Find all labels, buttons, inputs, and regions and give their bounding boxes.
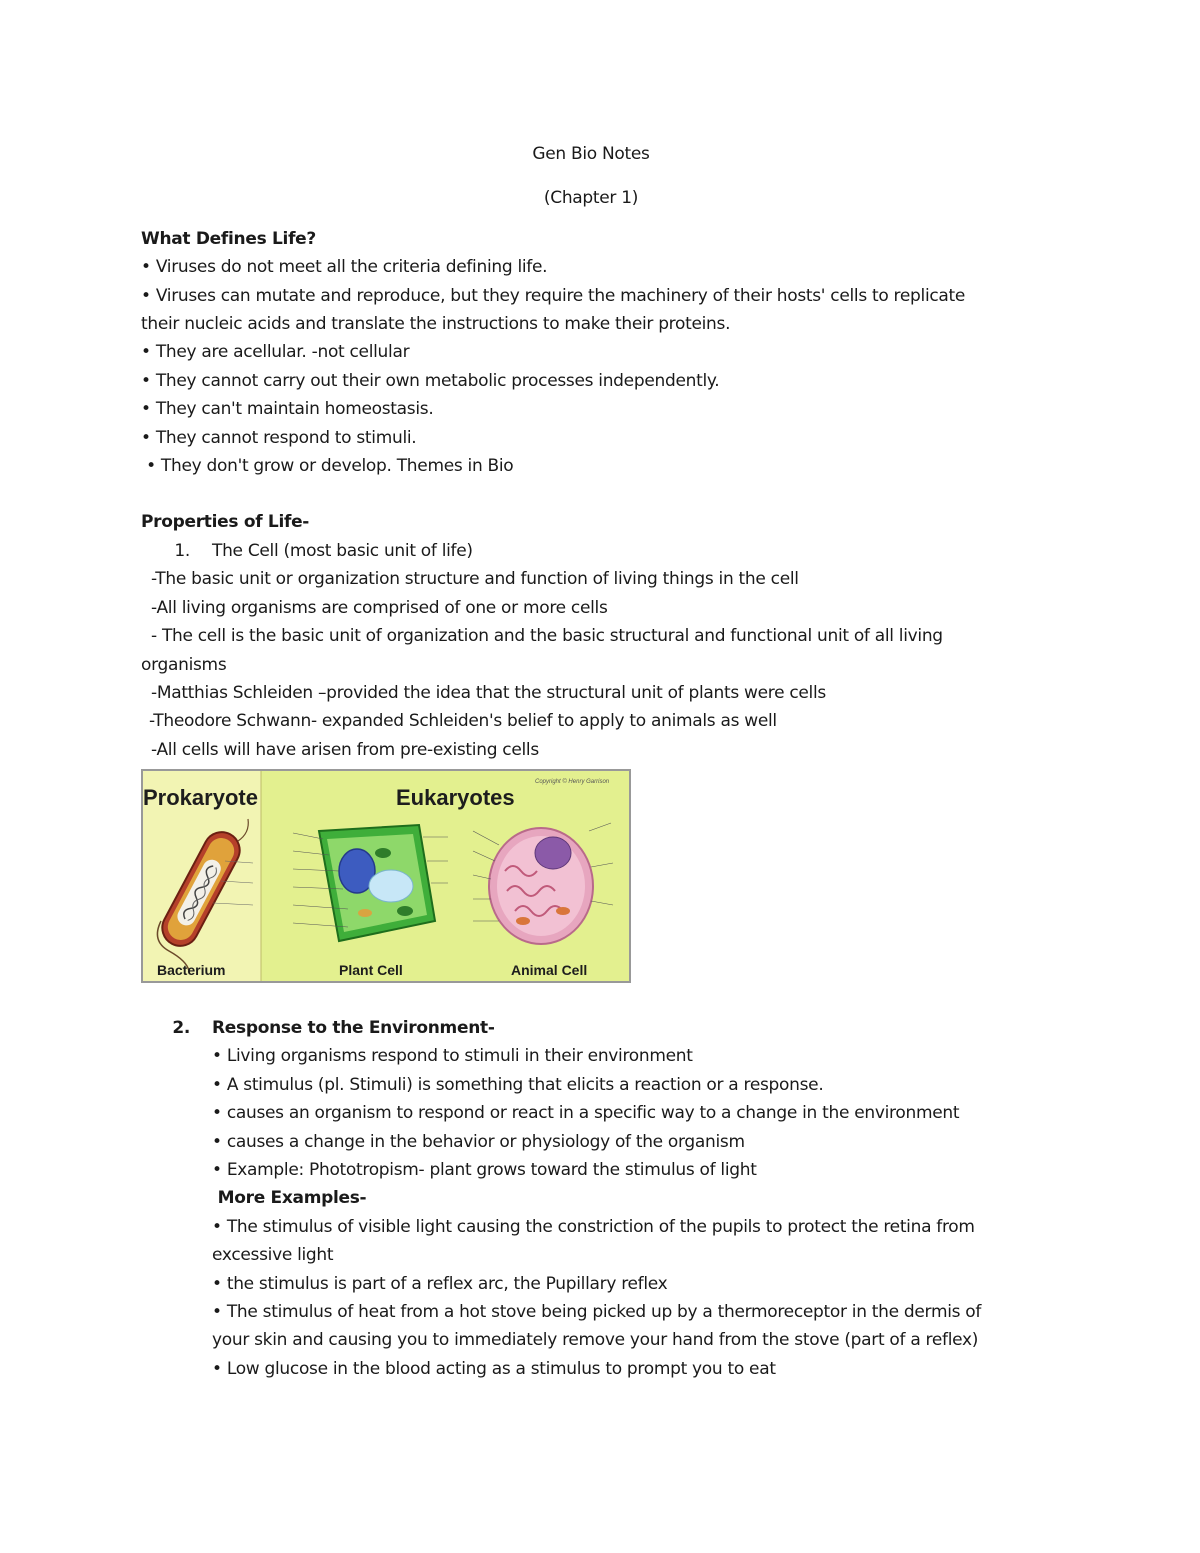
list-item: -Matthias Schleiden –provided the idea that the structural unit of plants were cells [151, 682, 826, 703]
list-item: • They don't grow or develop. Themes in Bio [141, 456, 514, 477]
section1-bullets [141, 253, 1041, 480]
list-item: • They are acellular. -not cellular [141, 342, 410, 363]
item-title: Response to the Environment- [212, 1018, 495, 1038]
list-item: • The stimulus of heat from a hot stove being picked up by a thermoreceptor in the dermis of [212, 1302, 982, 1323]
list-item: -All cells will have arisen from pre-existing cells [151, 739, 539, 760]
list-item: • the stimulus is part of a reflex arc, the Pupillary reflex [212, 1273, 668, 1294]
item1-lines [141, 565, 1041, 650]
heading-what-defines-life: What Defines Life? [141, 228, 316, 249]
copyright-note: Copyright © Henry Garrison [535, 779, 610, 785]
prokaryote-title: Prokaryote [143, 785, 258, 810]
list-item: • Living organisms respond to stimuli in their environment [212, 1046, 693, 1067]
section-response-environment [141, 1014, 1041, 1383]
numbered-item-2 [141, 1014, 1041, 1042]
cell-types-figure [141, 769, 631, 983]
list-item: • Viruses do not meet all the criteria defining life. [141, 257, 548, 278]
document-body [141, 140, 1041, 764]
list-item: • The stimulus of visible light causing the constriction of the pupils to protect the retina from [212, 1216, 975, 1237]
item-title: The Cell (most basic unit of life) [212, 540, 473, 561]
bacterium-label: Bacterium [157, 962, 226, 978]
heading-properties-of-life: Properties of Life- [141, 512, 310, 533]
list-item: • They cannot carry out their own metabolic processes independently. [141, 370, 720, 391]
list-item: • A stimulus (pl. Stimuli) is something that elicits a reaction or a response. [212, 1074, 824, 1095]
list-item: excessive light [212, 1245, 334, 1266]
animal-cell-label: Animal Cell [511, 962, 588, 978]
list-item: -Theodore Schwann- expanded Schleiden's belief to apply to animals as well [149, 711, 777, 732]
item-number: 1. [174, 540, 190, 561]
list-item: • Low glucose in the blood acting as a stimulus to prompt you to eat [212, 1358, 776, 1379]
more-examples-heading: More Examples- [212, 1188, 367, 1209]
list-item: • They can't maintain homeostasis. [141, 399, 434, 420]
item2-lines [141, 1042, 1041, 1383]
list-item: • Viruses can mutate and reproduce, but they require the machinery of their hosts' cells to replicate [141, 285, 966, 306]
list-item: -The basic unit or organization structure and function of living things in the cell [151, 569, 799, 590]
list-item: • They cannot respond to stimuli. [141, 427, 417, 448]
eukaryotes-title: Eukaryotes [396, 785, 515, 810]
list-item: their nucleic acids and translate the instructions to make their proteins. [141, 314, 731, 335]
page-subtitle: (Chapter 1) [543, 188, 639, 209]
numbered-item-1 [141, 537, 1041, 565]
list-item: -All living organisms are comprised of one or more cells [151, 597, 608, 618]
plant-cell-label: Plant Cell [339, 962, 403, 978]
list-item: your skin and causing you to immediately remove your hand from the stove (part of a reflex) [212, 1330, 979, 1351]
list-item: organisms [141, 654, 227, 675]
item-number: 2. [172, 1018, 190, 1038]
page-title: Gen Bio Notes [532, 144, 650, 164]
list-item: • Example: Phototropism- plant grows toward the stimulus of light [212, 1160, 757, 1181]
list-item: • causes an organism to respond or react in a specific way to a change in the environment [212, 1103, 960, 1124]
list-item: • causes a change in the behavior or physiology of the organism [212, 1131, 745, 1152]
list-item: - The cell is the basic unit of organization and the basic structural and functional unit of all living [151, 626, 943, 647]
